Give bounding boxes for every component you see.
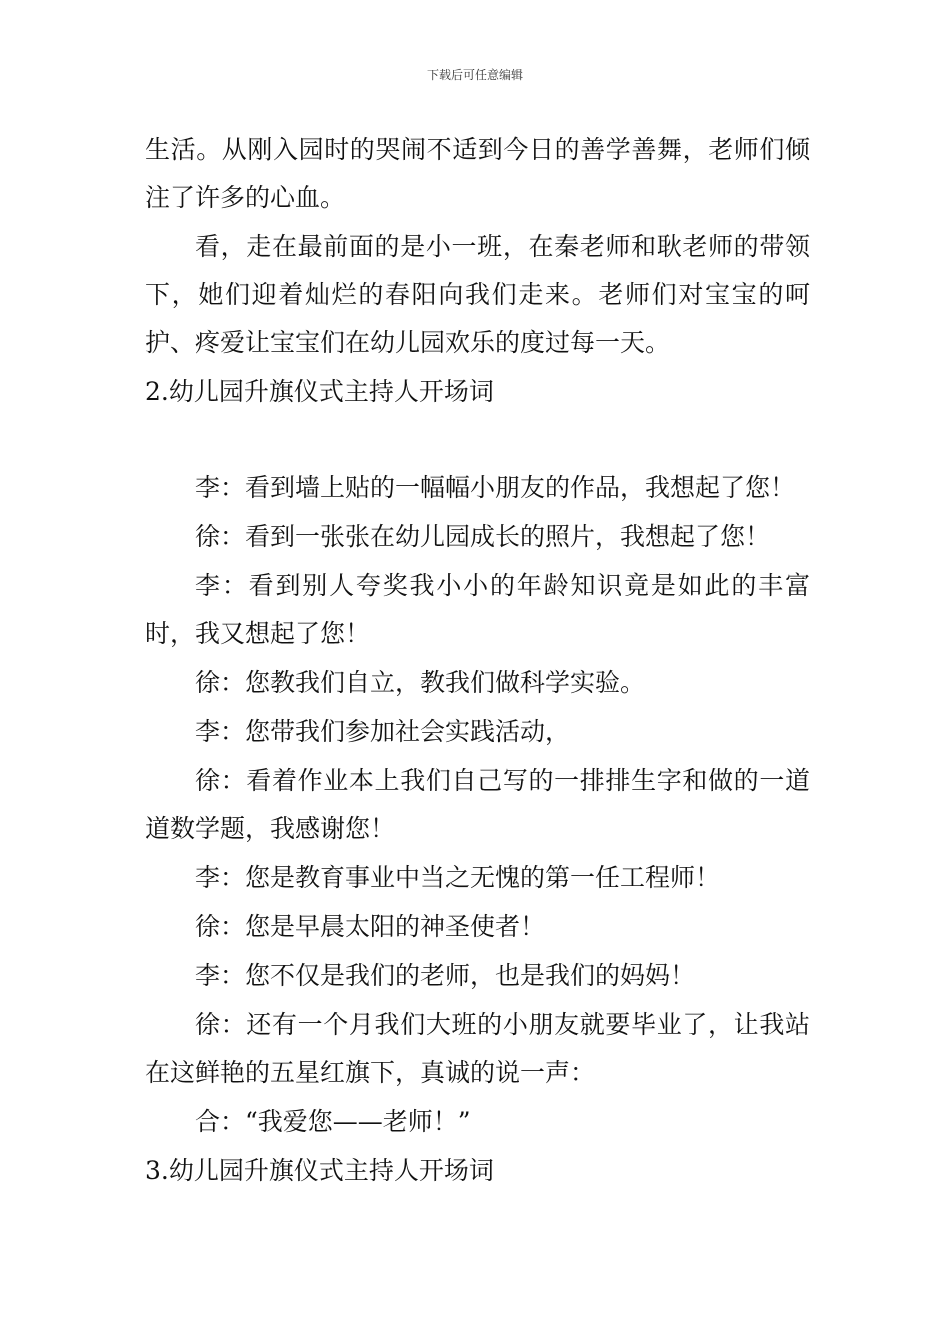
paragraph-continued: 生活。从刚入园时的哭闹不适到今日的善学善舞，老师们倾注了许多的心血。 [145,135,810,212]
dialogue-line: 李：您不仅是我们的老师，也是我们的妈妈！ [195,961,696,990]
dialogue-line: 李：您带我们参加社会实践活动， [195,717,571,746]
document-body [145,126,810,1195]
dialogue-line: 合：“我爱您——老师！” [195,1107,471,1136]
dialogue-line: 徐：看到一张张在幼儿园成长的照片，我想起了您！ [195,522,771,551]
dialogue-line: 李：看到别人夸奖我小小的年龄知识竟是如此的丰富时，我又想起了您！ [145,571,810,648]
blank-line [145,416,810,464]
dialogue-line: 徐：看着作业本上我们自己写的一排排生字和做的一道道数学题，我感谢您！ [145,766,810,843]
dialogue-line: 李：看到墙上贴的一幅幅小朋友的作品，我想起了您！ [195,473,796,502]
dialogue-line: 李：您是教育事业中当之无愧的第一任工程师！ [195,863,721,892]
paragraph: 看，走在最前面的是小一班，在秦老师和耿老师的带领下，她们迎着灿烂的春阳向我们走来。老师们对宝宝的呵护、疼爱让宝宝们在幼儿园欢乐的度过每一天。 [145,232,810,357]
section-heading-2: 2.幼儿园升旗仪式主持人开场词 [145,377,494,406]
page-header-note: 下载后可任意编辑 [426,68,523,82]
dialogue-line: 徐：还有一个月我们大班的小朋友就要毕业了，让我站在这鲜艳的五星红旗下，真诚的说一声： [145,1010,810,1087]
dialogue-line: 徐：您是早晨太阳的神圣使者！ [195,912,546,941]
dialogue-line: 徐：您教我们自立，教我们做科学实验。 [195,668,646,697]
section-heading-3: 3.幼儿园升旗仪式主持人开场词 [145,1156,494,1185]
